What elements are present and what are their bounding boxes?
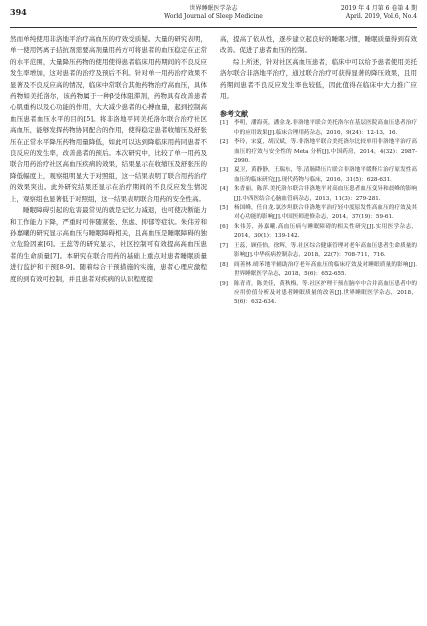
journal-title-cn: 世界睡眠医学杂志	[189, 5, 238, 12]
reference-item	[220, 138, 417, 166]
reference-item	[220, 280, 417, 308]
reference-item	[220, 261, 417, 279]
reference-number: [8]	[220, 261, 228, 268]
reference-text: 陈青青，陈美佳，黄秋梅，等.社区护理干预在脑卒中合并高血压患者中的应用价值分析及对患者睡眠质量的改善[J].世界睡眠医学杂志，2018，5(6)：632-634.	[234, 280, 417, 306]
reference-number: [4]	[220, 186, 228, 193]
reference-text: 王蕊，顾佳怡，徐辉，等.社区综合健康管理对老年高血压患者生命质量的影响[J].中华疾病控制杂志，2018，22(7)：708-711，716.	[234, 243, 417, 259]
references-list	[220, 119, 417, 307]
body-paragraph: 睡眠障碍引起的危害最常见的就是记忆力减退，也可使决断能力和工作能力下降，严重时可伴随紧张、焦虑、抑郁等症状。朱伟芳和孙嘉曦的研究显示高血压与睡眠障碍相关，且高血压是睡眠障碍的独立危险因素[6]。王蕊等的研究显示，社区控制可有效提高高血压患者的生命质量[7]。本研究在联合用药的基础上重点对患者睡眠质量进行监护和干预[8-9]。随着综合干预措施的实施，患者心理应激程度的到有效可控制，并且患者对疾病的认识程度提	[10, 206, 207, 283]
conclusion-paragraph: 综上所述，针对社区高血压患者，临床中可以给予患者使用美托洛尔联合非洛地平治疗，通过联合治疗可获得显著的降压效果，且用药期间患者不良反应发生率也较低，因此值得在临床中大力推广应用。	[220, 57, 417, 101]
journal-title-en: World Journal of Sleep Medicine	[164, 13, 263, 20]
issue-cn: 2019 年 4 月第 6 卷第 4 期	[340, 5, 417, 12]
page-header	[10, 3, 417, 28]
issue-info	[341, 5, 417, 21]
reference-number: [2]	[220, 139, 228, 146]
reference-text: 杨国峰，任自龙.氯沙坦联合非洛地平治疗轻中度原发性高血压的疗效及其对心功能的影响[J].中国医师进修杂志，2014，37(19)：59-61.	[234, 205, 417, 221]
right-column	[220, 34, 417, 308]
reference-number: [9]	[220, 280, 228, 287]
reference-text: 李明，潘海英，潘金龙.非洛地平联合美托洛尔在基层医院高血压患者治疗中的应用效果[J].临床合理用药杂志，2016，9(24)：12-13，16.	[234, 120, 417, 136]
reference-text: 夏卫，黄静静，王瑞东，等.清肠降压片联合非洛地平缓释片治疗原发性高血压的临床研究[J].现代药物与临床，2016，31(5)：628-631.	[234, 167, 417, 183]
reference-number: [1]	[220, 120, 228, 127]
reference-number: [3]	[220, 167, 228, 174]
left-column	[10, 34, 207, 285]
reference-item	[220, 204, 417, 222]
reference-item	[220, 185, 417, 203]
reference-item	[220, 223, 417, 241]
reference-text: 阎善林.晴苯地平辅助治疗老年高血压的临床疗效及对睡眠质量的影响[J].世界睡眠医学杂志，2018，5(6)：652-655.	[234, 261, 417, 278]
reference-item	[220, 242, 417, 260]
reference-text: 朱伟芳，孙嘉曦.高血压病与睡眠障碍的相关性研究[J].实用医学杂志，2014，30(1)：139-142.	[234, 224, 417, 240]
reference-item	[220, 166, 417, 184]
issue-en: April. 2019, Vol.6, No.4	[345, 13, 417, 20]
reference-item	[220, 119, 417, 137]
body-paragraph: 然而单纯使用非洛地平治疗高血压的疗效受质疑。大量的研究表明，单一使用钙离子拮抗剂需要高剂量用药方可将患者的血压稳定在正常的水平范围，大量降压药物的使用使得患者临床用药期间的不良反应发生率增加，这对患者的治疗及预后不利。针对单一用药治疗效果不显著及不良反应高的情况，临床中常联合其他药物治疗高血压，具体药物如美托洛尔，该药物属于一种β受体阻滞剂，药物具有改善患者心肌重构以及心功能的作用，大大减少患者的心搏血量，起到控制高血压患者血压水平的目的[5]。将非洛地平同美托洛尔联合治疗社区高血压，能够发挥药物协同配合的作用，使得稳定患者收缩压及舒张压在正常水平降压药物用量降低，如此可以达到降临床用药同患者不良反应的发生率，改善患者的预后。本次研究中，比较了单一用药及联合用药治疗社区高血压疾病的效果，结果显示在收缩压及舒张压的降低幅度上，观察组明显大于对照组，这一结果表明了联合用药治疗的效果突出。此外研究结果还显示在治疗期间的不良反应发生情况上，观察组也显著低于对照组，这一结果表明联合用药的安全性高。	[10, 35, 207, 203]
page-number: 394	[10, 7, 27, 17]
references-heading: 参考文献	[220, 109, 248, 119]
reference-number: [6]	[220, 224, 228, 231]
reference-text: 朱香丽，陈萍.美托洛尔联合非洛地平对高血压患者血压变异和晨峰的影响[J].中西医结合心脑血管病杂志，2013，11(3)：279-281.	[234, 186, 417, 202]
body-paragraph: 高，提高了依从性，逐步建立起良好的睡眠习惯，睡眠质量得到有效改善。促进了患者血压的控制。	[220, 35, 417, 55]
reference-number: [7]	[220, 243, 228, 250]
reference-number: [5]	[220, 205, 228, 212]
reference-text: 李玲，宋夏，胡汉斌，等.非洛地平联合美托洛尔比较单用非洛地平治疗高血压的疗效与安全性的 Meta 分析[J].中国药房，2014，4(32)：2987-2990.	[234, 139, 417, 164]
